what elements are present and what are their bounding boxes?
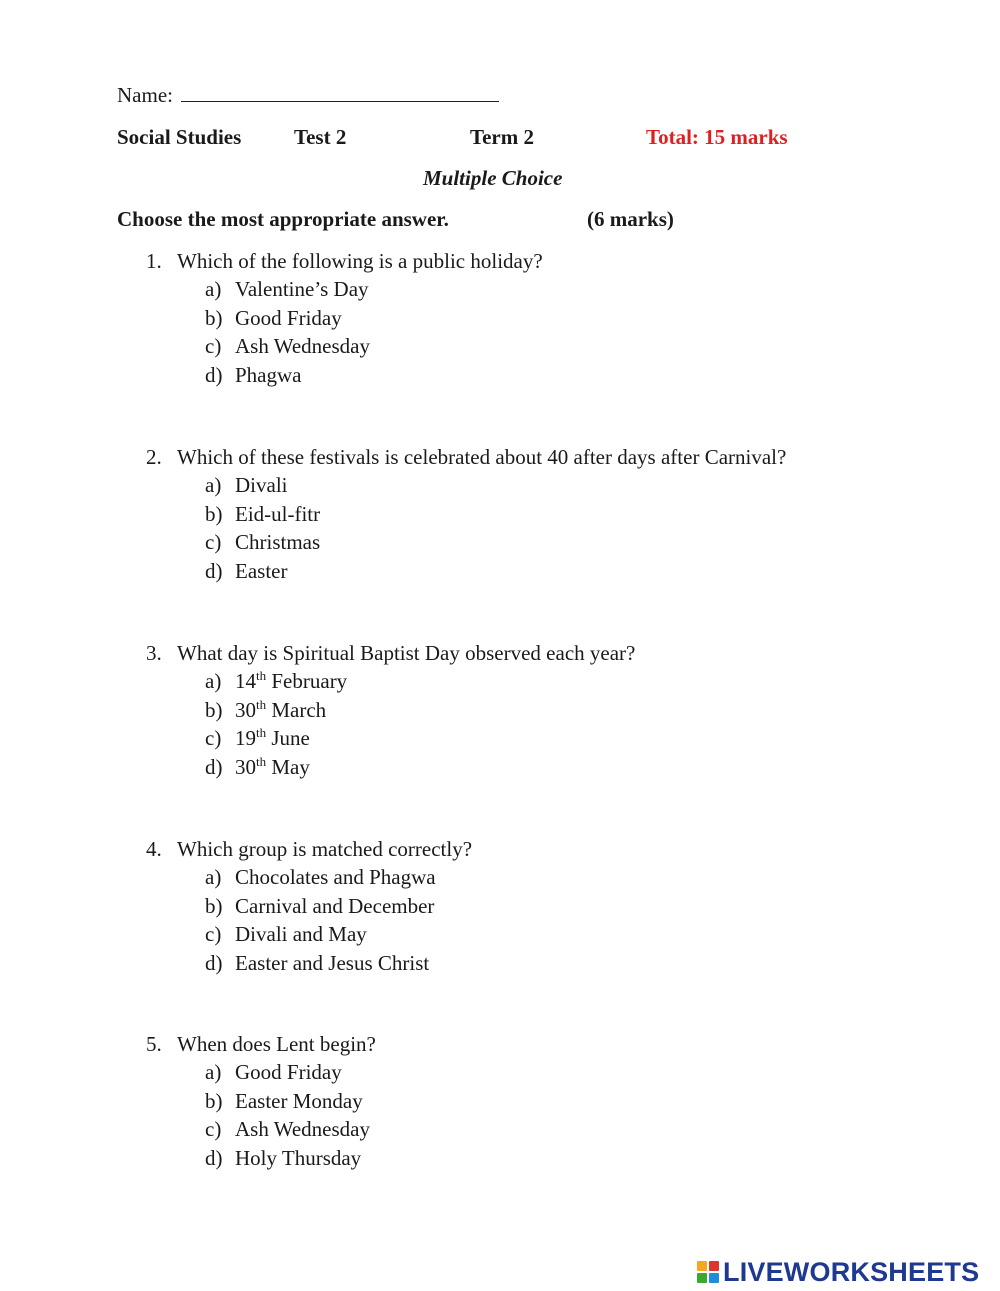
option-month: March (271, 697, 327, 722)
option-letter: d) (205, 1145, 223, 1170)
liveworksheets-logo (697, 1257, 979, 1287)
option-letter: c) (205, 334, 222, 358)
option-day: 14 (235, 669, 256, 693)
option-letter: b) (205, 893, 223, 918)
option-text: Good Friday (235, 305, 342, 330)
option-ordinal-suffix: th (256, 725, 267, 740)
term: Term 2 (470, 125, 534, 149)
option-letter: b) (205, 501, 223, 526)
name-blank[interactable] (181, 83, 499, 102)
question-text: Which of these festivals is celebrated about 40 after days after Carnival? (177, 445, 787, 469)
option-letter: a) (205, 669, 222, 693)
question-text: When does Lent begin? (177, 1032, 376, 1056)
question-number: 5. (146, 1032, 162, 1056)
option-ordinal-suffix: th (256, 696, 267, 712)
option-letter: a) (205, 277, 222, 301)
option-letter: d) (205, 754, 223, 779)
option-text: Divali (235, 473, 288, 497)
option-text: Chocolates and Phagwa (235, 865, 436, 889)
option-text: Good Friday (235, 1060, 342, 1084)
test-number: Test 2 (294, 125, 347, 149)
option-text: Eid-ul-fitr (235, 501, 321, 526)
question-number: 4. (146, 837, 162, 861)
option-ordinal-suffix: th (256, 668, 267, 683)
option-letter: c) (205, 530, 222, 554)
option-letter: c) (205, 726, 222, 750)
question-text: What day is Spiritual Baptist Day observed each year? (177, 641, 636, 665)
option-text (235, 668, 347, 694)
option-letter: c) (205, 922, 222, 946)
option-letter: a) (205, 473, 222, 497)
total-marks: Total: 15 marks (646, 125, 788, 149)
option-text: Divali and May (235, 922, 367, 946)
question-number: 2. (146, 445, 162, 469)
option-text: Ash Wednesday (235, 334, 370, 358)
option-day: 30 (235, 754, 256, 779)
subject: Social Studies (117, 125, 242, 149)
option-text: Easter Monday (235, 1088, 363, 1113)
option-text: Easter and Jesus Christ (235, 950, 430, 975)
question-text: Which of the following is a public holiday? (177, 249, 543, 273)
name-line (117, 82, 499, 108)
instruction: Choose the most appropriate answer. (117, 207, 449, 231)
option-letter: b) (205, 305, 223, 330)
option-text (235, 754, 310, 780)
option-letter: a) (205, 1060, 222, 1084)
option-letter: a) (205, 865, 222, 889)
option-month: May (271, 754, 310, 779)
option-ordinal-suffix: th (256, 753, 267, 769)
question-number: 3. (146, 641, 162, 665)
question-text: Which group is matched correctly? (177, 837, 473, 861)
option-text (235, 697, 326, 723)
option-day: 19 (235, 726, 256, 750)
logo-blocks-icon (697, 1261, 719, 1283)
option-text: Christmas (235, 530, 321, 554)
option-text: Phagwa (235, 362, 302, 387)
option-letter: c) (205, 1117, 222, 1141)
option-letter: b) (205, 1088, 223, 1113)
option-text: Valentine’s Day (235, 277, 369, 301)
option-text: Carnival and December (235, 893, 435, 918)
section-title: Multiple Choice (423, 166, 563, 190)
option-letter: d) (205, 362, 223, 387)
option-letter: d) (205, 558, 223, 583)
option-letter: b) (205, 697, 223, 722)
logo-text: LIVEWORKSHEETS (723, 1256, 980, 1287)
section-marks: (6 marks) (587, 207, 674, 231)
option-text: Holy Thursday (235, 1145, 362, 1170)
option-day: 30 (235, 697, 256, 722)
option-month: June (271, 726, 310, 750)
name-label: Name: (117, 83, 173, 107)
question-number: 1. (146, 249, 162, 273)
option-text: Ash Wednesday (235, 1117, 370, 1141)
option-month: February (271, 669, 348, 693)
option-text: Easter (235, 558, 288, 583)
option-text (235, 725, 310, 751)
option-letter: d) (205, 950, 223, 975)
